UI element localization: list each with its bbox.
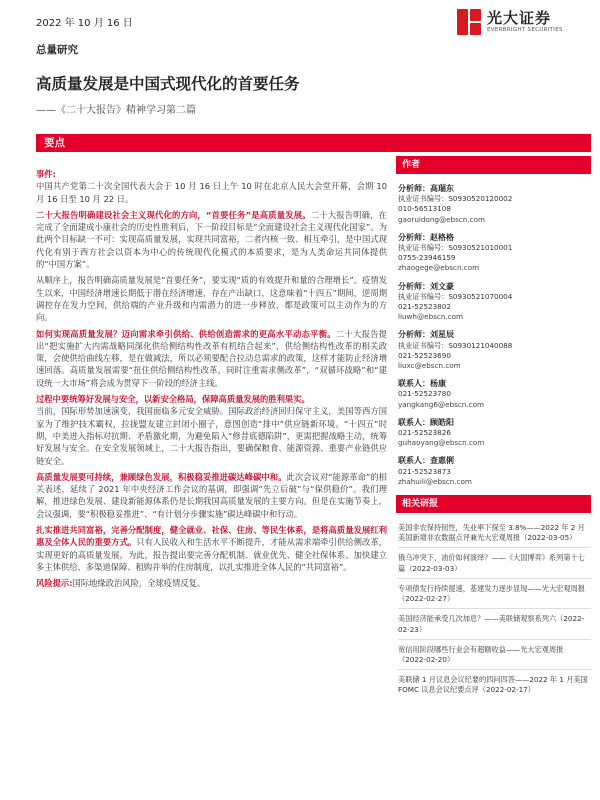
author-name: 分析师：高瑞东 bbox=[398, 184, 454, 193]
point-5-text: 此次会议对“能源革命”的相关表述，延续了 2021 年中央经济工作会议的基调，即强调“先立后破”与“保供稳价”。我们理解，推进绿色发展、建设新能源体系仍是长期我国高质量发展的主要方向。但是在实施节奏上，会议强调，要“积极稳妥推进”、“有计划分步骤实施”碳达峰碳中和行动。 bbox=[36, 471, 387, 519]
company-logo bbox=[457, 6, 587, 38]
event-text: 中国共产党第二十次全国代表大会于 10 月 16 日上午 10 时在北京人民大会堂开幕，会期 10 月 16 日至 10 月 22 日。 bbox=[36, 181, 387, 204]
author-line: 执业证书编号：S0930521010001 bbox=[398, 243, 513, 253]
contact-entry bbox=[398, 379, 591, 410]
author-email[interactable]: liuxc@ebscn.com bbox=[398, 361, 461, 371]
point-5 bbox=[36, 471, 387, 520]
logo-icon bbox=[457, 9, 481, 35]
point-6 bbox=[36, 524, 387, 573]
point-1-text: 二十大报告明确，在完成了全面建成小康社会的历史性胜利后，下一阶段目标是“全面建设社会主义现代化国家”。为此两个目标缺一不可：实现高质量发展，实现共同富裕，二者内核一致、相互牵引，是中国式现代化有别于西方社会以资本为中心的传统现代化模式的本质要求，是为人类命运共同体提供的“中国方案”。 bbox=[36, 209, 387, 270]
related-report-link[interactable]: 美联储 1 月议息会议纪要的四问四答——2022 年 1 月美国 FOMC 议息会议纪要点评（2022-02-17） bbox=[398, 675, 588, 695]
sidebar bbox=[396, 156, 591, 705]
report-title: 高质量发展是中国式现代化的首要任务 bbox=[36, 75, 300, 93]
related-research-header: 相关研报 bbox=[396, 495, 591, 513]
point-1-heading: 二十大报告明确建设社会主义现代化的方向，“首要任务”是高质量发展。 bbox=[36, 209, 311, 220]
related-report-link[interactable]: 俄乌冲突下，油价如何演绎？——《大国博弈》系列第十七篇（2022-03-03） bbox=[398, 553, 591, 578]
risk-warning bbox=[36, 577, 387, 589]
contact-entry bbox=[398, 418, 591, 449]
contact-phone: 021-52523780 bbox=[398, 389, 451, 399]
related-report-link[interactable]: 宽信用阶段哪些行业会有超额收益——光大宏观周报（2022-02-20） bbox=[398, 645, 591, 670]
key-points-header: 要点 bbox=[36, 134, 591, 152]
related-report-link[interactable]: 美国非农保持韧性，失业率下探至 3.8%——2022 年 2 月美国新增非农数据点评兼光大宏观周报（2022-03-05） bbox=[398, 523, 591, 548]
point-6-heading: 扎实推进共同富裕，完善分配制度，健全就业、社保、住房、等民生体系，是将高质量发展红利惠及全体人民的重要方式。 bbox=[36, 525, 387, 548]
point-3-heading: 如何实现高质量发展？迈向需求牵引供给、供给创造需求的更高水平动态平衡。 bbox=[36, 328, 336, 339]
contact-phone: 021-52523826 bbox=[398, 428, 451, 438]
point-1 bbox=[36, 209, 387, 270]
author-line: 0755-23946159 bbox=[398, 253, 456, 263]
contact-email[interactable]: zhahuili@ebscn.com bbox=[398, 476, 472, 486]
related-report-link[interactable]: 美国经济能承受几次加息？——美联储观察系列六（2022-02-23） bbox=[398, 614, 591, 639]
author-line: 执业证书编号：S0930121040088 bbox=[398, 340, 513, 350]
author-email[interactable]: liuwh@ebscn.com bbox=[398, 312, 464, 322]
point-3-text: 二十大报告提出“把实施扩大内需战略同深化供给侧结构性改革有机结合起来”，供给侧结构性改革的相关政策，会使供给曲线左移，是在做减法，所以必须要配合拉动总需求的政策，这样才能防止经济增速回落。高质量发展需要“扭住供给侧结构性改革，同时注重需求侧改革”，“双循环战略”和“建设统一大市场”将会成为贯穿下一阶段的经济主线。 bbox=[36, 328, 387, 388]
point-6-text: 只有人民收入和生活水平不断提升，才能从需求端牵引供给侧改革，实现更好的高质量发展。为此，报告提出要完善分配机制、就业优先、健全社保体系、加快建立多主体供给、多渠道保障、租购并举的住房制度，以扎实推进全体人民的“共同富裕”。 bbox=[36, 537, 387, 572]
contact-name: 联系人：杨康 bbox=[398, 379, 446, 389]
report-subtitle: ——《二十大报告》精神学习第二篇 bbox=[36, 105, 196, 116]
key-points-body bbox=[36, 168, 387, 594]
contact-name: 联系人：查惠俐 bbox=[398, 456, 454, 466]
author-line: 执业证书编号：S0930520120002 bbox=[398, 194, 513, 204]
event-paragraph bbox=[36, 168, 387, 205]
report-date: 2022 年 10 月 16 日 bbox=[36, 18, 133, 29]
point-2-text: 从顺序上，报告明确高质量发展是“首要任务”，要实现“质的有效提升和量的合理增长”。疫情发生以来，中国经济增速长期低于潜在经济增速，存在产出缺口，这意味着“十四五”期间，逆周期调控存在发力空间，供给端的产业升级和内需潜力的进一步释放，都是政策可以主动作为的方向。 bbox=[36, 275, 387, 323]
author-name: 分析师：赵格格 bbox=[398, 232, 454, 242]
author-name: 分析师：刘星辰 bbox=[398, 330, 454, 340]
author-email[interactable]: zhaogege@ebscn.com bbox=[398, 263, 480, 273]
author-line: 021-52523802 bbox=[398, 302, 451, 312]
contact-name: 联系人：顾皓阳 bbox=[398, 417, 454, 427]
point-4-heading: 过程中要统筹好发展与安全，以新安全格局，保障高质量发展的胜利果实。 bbox=[36, 394, 310, 405]
event-label: 事件: bbox=[36, 169, 56, 179]
contact-phone: 021-52523873 bbox=[398, 466, 451, 476]
contact-email[interactable]: yangkang6@ebscn.com bbox=[398, 399, 484, 409]
author-line: 执业证书编号：S0930521070004 bbox=[398, 291, 513, 301]
point-4 bbox=[36, 393, 387, 467]
logo-name-en: EVERBRIGHT SECURITIES bbox=[487, 26, 563, 33]
point-5-heading: 高质量发展要可持续，兼顾绿色发展，积极稳妥推进碳达峰碳中和。 bbox=[36, 471, 287, 482]
author-line: 021-52523690 bbox=[398, 350, 451, 360]
report-category: 总量研究 bbox=[36, 44, 78, 56]
contact-entry bbox=[398, 456, 591, 487]
author-entry bbox=[398, 282, 591, 323]
point-4-text: 当前，国际形势加速演变，我国面临多元安全威胁。国际政治经济回归保守主义，美国等西方国家为了维护技术霸权，拉拢盟友建立封闭小圈子，意图创造“排中”供应链新环境。“十四五”时期，中美进入指标对抗期、矛盾激化期，为避免陷入“修昔底德陷阱”，更需把握战略主动，统筹好发展与安全。在安全发展领域上，二十大报告指出，要确保粮食、能源资源、重要产业链供应链安全。 bbox=[36, 406, 387, 466]
related-research-list bbox=[396, 523, 591, 699]
risk-label: 风险提示: bbox=[36, 578, 73, 589]
author-entry bbox=[398, 330, 591, 371]
contact-email[interactable]: guhaoyang@ebscn.com bbox=[398, 438, 485, 448]
risk-text: 国际地缘政治风险，全球疫情反复。 bbox=[72, 578, 206, 589]
point-2 bbox=[36, 274, 387, 323]
author-entry bbox=[398, 233, 591, 274]
author-email[interactable]: gaoruidong@ebscn.com bbox=[398, 214, 486, 224]
author-line: 010-56513108 bbox=[398, 204, 451, 214]
related-report-link[interactable]: 专项债发行持续提速，基建发力逐步显现——光大宏观周报（2022-02-27） bbox=[398, 584, 591, 609]
authors-header: 作者 bbox=[396, 156, 591, 174]
logo-name-cn: 光大证券 bbox=[487, 8, 552, 27]
author-name: 分析师：刘文豪 bbox=[398, 281, 454, 291]
author-entry bbox=[398, 184, 591, 225]
point-3 bbox=[36, 328, 387, 389]
